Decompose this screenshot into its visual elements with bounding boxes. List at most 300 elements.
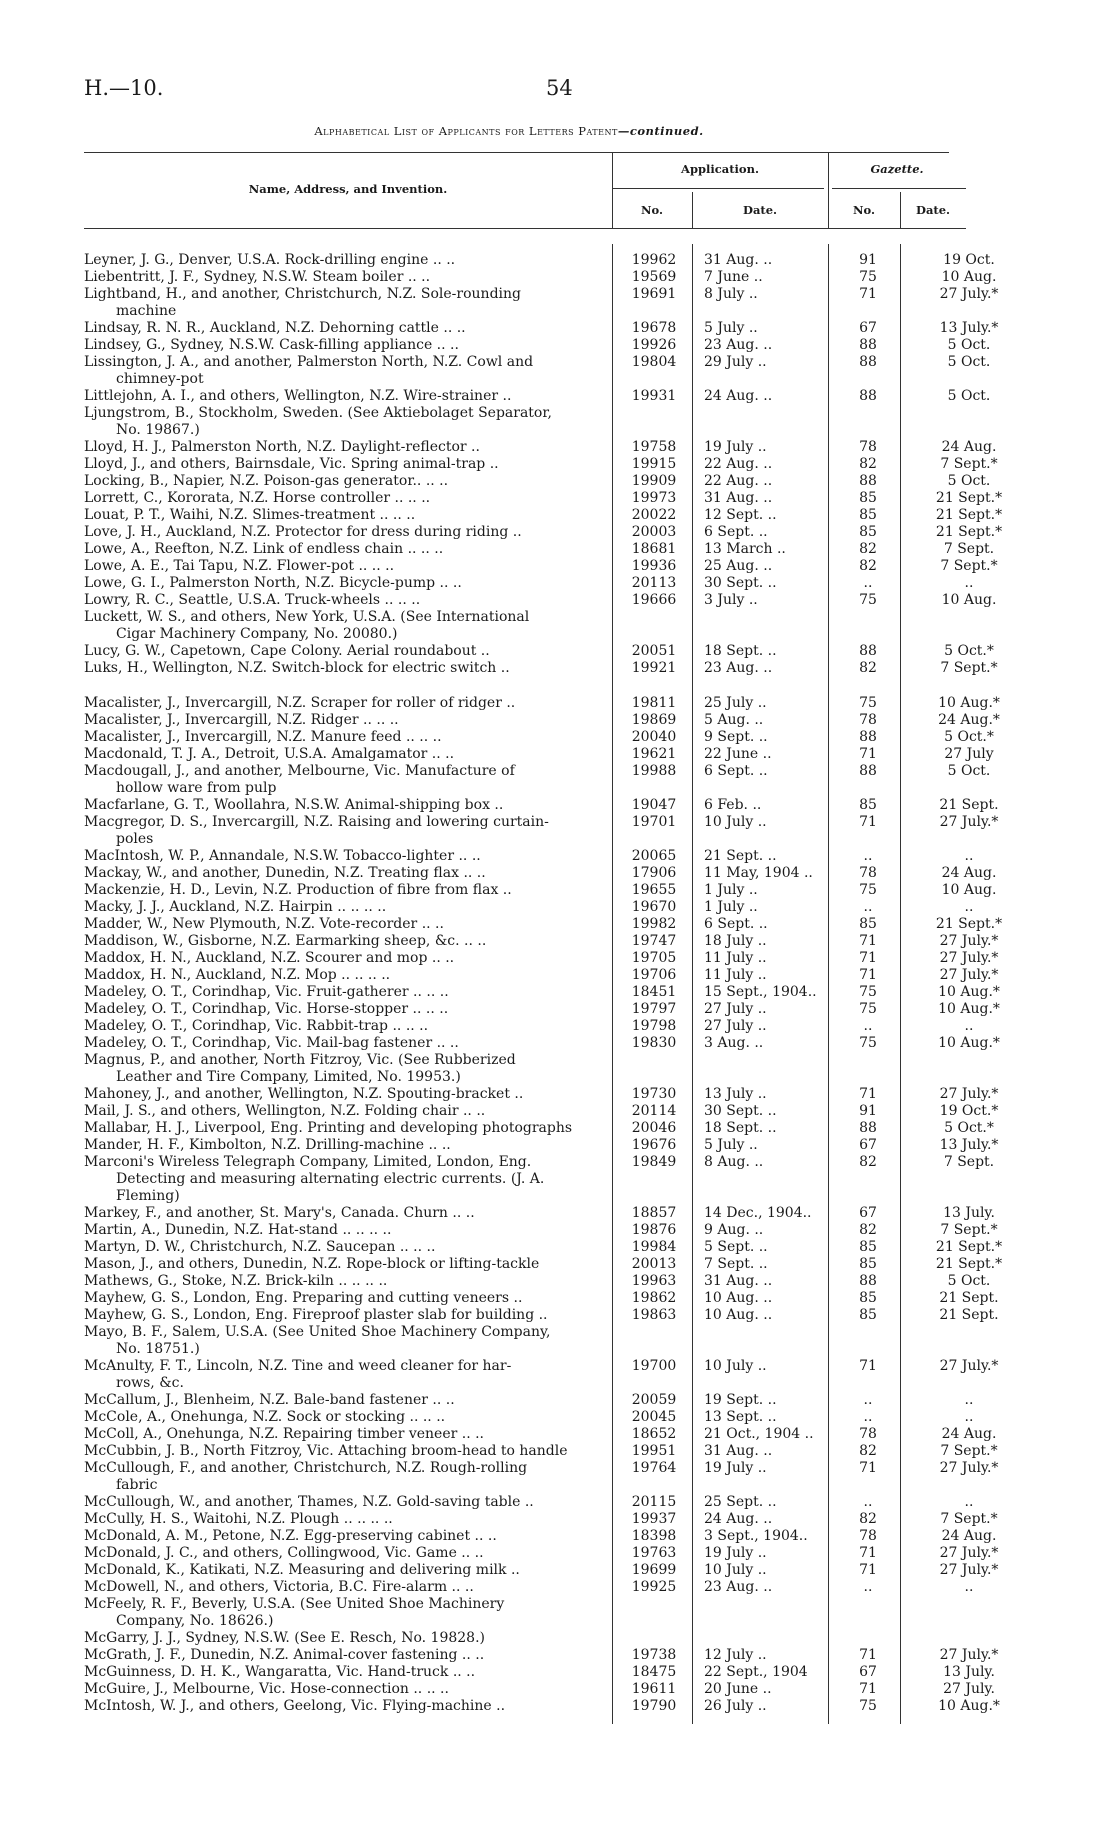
gazette-date: 21 Sept. (939, 1289, 999, 1306)
gazette-date: 19 Oct.* (939, 1102, 999, 1119)
application-number: 19915 (631, 456, 677, 472)
application-date: 8 July .. (704, 286, 758, 302)
table-row (84, 1137, 1034, 1154)
applicant-entry: Lucy, G. W., Capetown, Cape Colony. Aerial roundabout .. (84, 643, 490, 659)
application-date: 31 Aug. .. (704, 1272, 773, 1289)
table-row (84, 1239, 1034, 1256)
application-date: 1 July .. (704, 898, 758, 915)
application-date: 10 July .. (704, 1561, 767, 1578)
applicant-entry: McGuinness, D. H. K., Wangaratta, Vic. Hand-truck .. .. (84, 1663, 476, 1680)
application-number: 19962 (631, 252, 677, 268)
applicant-entry: Littlejohn, A. I., and others, Wellington, N.Z. Wire-strainer .. (84, 388, 512, 404)
gazette-date: 27 July.* (939, 813, 999, 830)
table-row (84, 439, 1034, 456)
applicant-entry: Madeley, O. T., Corindhap, Vic. Rabbit-trap .. .. .. (84, 1017, 429, 1034)
gazette-date: 5 Oct.* (944, 643, 994, 659)
gazette-date: .. (964, 1391, 974, 1408)
table-row (84, 916, 1034, 933)
applicant-entry: fabric (116, 1476, 158, 1493)
table-row (84, 609, 1034, 626)
applicant-entry: chimney-pot (116, 371, 204, 387)
applicant-entry: Mason, J., and others, Dunedin, N.Z. Rope-block or lifting-tackle (84, 1255, 540, 1272)
table-row (84, 1494, 1034, 1511)
application-date: 5 Aug. .. (704, 711, 764, 728)
applicant-entry: No. 19867.) (116, 422, 200, 438)
table-row (84, 1018, 1034, 1035)
application-number: 19676 (631, 1136, 677, 1153)
application-date: 23 Aug. .. (704, 1578, 773, 1595)
application-number: 20115 (631, 1493, 677, 1510)
application-number: 19738 (631, 1646, 677, 1663)
application-number: 19982 (631, 915, 677, 932)
gazette-number: 71 (859, 966, 877, 983)
applicant-entry: Lightband, H., and another, Christchurch, N.Z. Sole-rounding (84, 286, 521, 302)
column-header-app-date: Date. (742, 203, 778, 217)
gazette-date: 27 July.* (939, 1646, 999, 1663)
gazette-number: 71 (859, 1544, 877, 1561)
gazette-date: 21 Sept.* (935, 1238, 1003, 1255)
application-number: 18451 (631, 983, 677, 1000)
application-number: 20113 (631, 575, 677, 591)
document-reference: H.—10. (84, 76, 164, 100)
gazette-number: .. (863, 1493, 873, 1510)
table-row (84, 252, 1034, 269)
gazette-sub-rule (832, 188, 966, 189)
table-row (84, 1392, 1034, 1409)
applicant-entry: Leather and Tire Company, Limited, No. 19953.) (116, 1068, 461, 1085)
entry-continuation-line (84, 371, 1034, 388)
gazette-number: 71 (859, 1357, 877, 1374)
application-number: 19811 (631, 694, 677, 711)
application-date: 30 Sept. .. (704, 575, 777, 591)
applicant-entry: McCully, H. S., Waitohi, N.Z. Plough .. .. .. .. (84, 1510, 393, 1527)
gazette-date: 13 July. (943, 1663, 995, 1680)
gazette-number: 82 (859, 541, 877, 557)
application-number: 19797 (631, 1000, 677, 1017)
applicant-entry: MacIntosh, W. P., Annandale, N.S.W. Tobacco-lighter .. .. (84, 847, 481, 864)
gazette-date: 27 July.* (939, 949, 999, 966)
applicant-entry: Lowe, A. E., Tai Tapu, N.Z. Flower-pot .. .. .. (84, 558, 395, 574)
gazette-date: 21 Sept. (939, 796, 999, 813)
application-number: 19670 (631, 898, 677, 915)
applicant-entry: Madeley, O. T., Corindhap, Vic. Fruit-gatherer .. .. .. (84, 983, 449, 1000)
application-date: 23 Aug. .. (704, 660, 773, 676)
application-number: 20114 (631, 1102, 677, 1119)
gazette-date: 10 Aug. (941, 592, 997, 608)
gazette-number: 85 (859, 1255, 877, 1272)
gazette-date: 7 Sept.* (940, 558, 998, 574)
application-number: 19747 (631, 932, 677, 949)
application-number: 19951 (631, 1442, 677, 1459)
gazette-number: 78 (859, 864, 877, 881)
application-date: 22 Aug. .. (704, 473, 773, 489)
gazette-number: 67 (859, 1663, 877, 1680)
applicant-entry: Mahoney, J., and another, Wellington, N.Z. Spouting-bracket .. (84, 1085, 524, 1102)
applicant-entry: Macdonald, T. J. A., Detroit, U.S.A. Amalgamator .. .. (84, 745, 455, 762)
table-row (84, 1324, 1034, 1341)
gazette-number: 82 (859, 1221, 877, 1238)
application-date: 27 July .. (704, 1000, 767, 1017)
gazette-date: 21 Sept.* (935, 507, 1003, 523)
table-row (84, 712, 1034, 729)
table-row (84, 1103, 1034, 1120)
entry-continuation-line (84, 1375, 1034, 1392)
applicant-entry: Macky, J. J., Auckland, N.Z. Hairpin .. .. .. .. (84, 898, 387, 915)
application-number: 19804 (631, 354, 677, 370)
table-row (84, 1205, 1034, 1222)
gazette-number: 67 (859, 320, 877, 336)
application-date: 3 Sept., 1904.. (704, 1527, 808, 1544)
gazette-number: 67 (859, 1204, 877, 1221)
gazette-number: 88 (859, 388, 877, 404)
application-number: 19700 (631, 1357, 677, 1374)
applicant-entry: Company, No. 18626.) (116, 1612, 274, 1629)
applicant-entry: McFeely, R. F., Beverly, U.S.A. (See United Shoe Machinery (84, 1595, 505, 1612)
application-date: 15 Sept., 1904.. (704, 983, 817, 1000)
applicant-entry: Macalister, J., Invercargill, N.Z. Manure feed .. .. .. (84, 728, 442, 745)
application-date: 19 July .. (704, 1459, 767, 1476)
table-row (84, 746, 1034, 763)
applicant-entry: Lowe, G. I., Palmerston North, N.Z. Bicycle-pump .. .. (84, 575, 462, 591)
applicant-entry: Love, J. H., Auckland, N.Z. Protector for dress during riding .. (84, 524, 522, 540)
column-header-app-no: No. (641, 203, 663, 217)
application-number: 17906 (631, 864, 677, 881)
application-number: 19937 (631, 1510, 677, 1527)
table-row (84, 592, 1034, 609)
gazette-number: 82 (859, 1153, 877, 1170)
applicant-entry: Mackay, W., and another, Dunedin, N.Z. Treating flax .. .. (84, 864, 486, 881)
table-row (84, 1307, 1034, 1324)
table-row (84, 558, 1034, 575)
application-date: 25 Sept. .. (704, 1493, 777, 1510)
applicant-entry: Macalister, J., Invercargill, N.Z. Ridger .. .. .. (84, 711, 399, 728)
application-number: 19876 (631, 1221, 677, 1238)
application-date: 13 Sept. .. (704, 1408, 777, 1425)
entry-continuation-line (84, 1613, 1034, 1630)
gazette-number: 85 (859, 490, 877, 506)
application-number: 19666 (631, 592, 677, 608)
gazette-date: 7 Sept.* (940, 1510, 998, 1527)
entry-continuation-line (84, 1171, 1034, 1188)
applicant-entry: Marconi's Wireless Telegraph Company, Limited, London, Eng. (84, 1153, 532, 1170)
application-number: 20059 (631, 1391, 677, 1408)
gazette-number: 71 (859, 1680, 877, 1697)
gazette-number: 88 (859, 1119, 877, 1136)
gazette-number: 71 (859, 813, 877, 830)
application-number: 19730 (631, 1085, 677, 1102)
applicant-entry: McCole, A., Onehunga, N.Z. Sock or stocking .. .. .. (84, 1408, 446, 1425)
gazette-date: 27 July.* (939, 966, 999, 983)
gazette-number: 82 (859, 1442, 877, 1459)
gazette-number: .. (863, 575, 873, 591)
gazette-date: 21 Sept.* (935, 1255, 1003, 1272)
applicant-entry: Macgregor, D. S., Invercargill, N.Z. Raising and lowering curtain- (84, 813, 549, 830)
gazette-number: 88 (859, 728, 877, 745)
gazette-number: 78 (859, 1425, 877, 1442)
gazette-date: 5 Oct.* (944, 728, 994, 745)
gazette-number: 91 (859, 1102, 877, 1119)
application-date: 11 July .. (704, 966, 767, 983)
table-row (84, 848, 1034, 865)
application-number: 19569 (631, 269, 677, 285)
applicant-entry: McDonald, K., Katikati, N.Z. Measuring and delivering milk .. (84, 1561, 520, 1578)
application-date: 25 Aug. .. (704, 558, 773, 574)
column-header-application: Application. (681, 162, 759, 176)
application-date: 3 July .. (704, 592, 758, 608)
application-number: 19926 (631, 337, 677, 353)
table-row (84, 456, 1034, 473)
application-number: 20022 (631, 507, 677, 523)
gazette-number: 88 (859, 337, 877, 353)
applicant-entry: Mallabar, H. J., Liverpool, Eng. Printing and developing photographs (84, 1119, 573, 1136)
applicant-entry: Liebentritt, J. F., Sydney, N.S.W. Steam boiler .. .. (84, 269, 431, 285)
gazette-date: .. (964, 898, 974, 915)
applicant-entry: Mathews, G., Stoke, N.Z. Brick-kiln .. .. .. .. (84, 1272, 388, 1289)
applicant-entry: Markey, F., and another, St. Mary's, Canada. Churn .. .. (84, 1204, 475, 1221)
application-date: 22 Aug. .. (704, 456, 773, 472)
entry-continuation-line (84, 831, 1034, 848)
applicant-entry: Locking, B., Napier, N.Z. Poison-gas generator.. .. .. (84, 473, 449, 489)
gazette-number: 71 (859, 1646, 877, 1663)
gazette-number: 85 (859, 796, 877, 813)
application-date: 10 July .. (704, 1357, 767, 1374)
application-number: 19830 (631, 1034, 677, 1051)
page-title (84, 124, 934, 138)
gazette-number: 75 (859, 592, 877, 608)
applicant-entry: Macdougall, J., and another, Melbourne, Vic. Manufacture of (84, 762, 515, 779)
applicant-entry: Madeley, O. T., Corindhap, Vic. Mail-bag fastener .. .. (84, 1034, 459, 1051)
table-row (84, 1579, 1034, 1596)
application-date: 19 July .. (704, 1544, 767, 1561)
table-row (84, 967, 1034, 984)
table-row (84, 405, 1034, 422)
applicant-entry: McCubbin, J. B., North Fitzroy, Vic. Attaching broom-head to handle (84, 1442, 568, 1459)
gazette-date: 27 July. (943, 1680, 995, 1697)
applicant-entry: McCullough, F., and another, Christchurch, N.Z. Rough-rolling (84, 1459, 528, 1476)
gazette-number: 75 (859, 983, 877, 1000)
gazette-number: 71 (859, 1085, 877, 1102)
application-number: 19705 (631, 949, 677, 966)
application-number: 19764 (631, 1459, 677, 1476)
applicant-entry: Lloyd, J., and others, Bairnsdale, Vic. Spring animal-trap .. (84, 456, 499, 472)
application-number: 19678 (631, 320, 677, 336)
gazette-date: .. (964, 1578, 974, 1595)
applicant-entry: Macfarlane, G. T., Woollahra, N.S.W. Animal-shipping box .. (84, 796, 504, 813)
application-number: 18475 (631, 1663, 677, 1680)
application-date: 26 July .. (704, 1697, 767, 1714)
column-header-gaz-no: No. (853, 203, 875, 217)
table-row (84, 950, 1034, 967)
entry-continuation-line (84, 303, 1034, 320)
table-row (84, 882, 1034, 899)
gazette-number: 88 (859, 643, 877, 659)
application-date: 18 Sept. .. (704, 643, 777, 659)
table-row (84, 984, 1034, 1001)
application-number: 19869 (631, 711, 677, 728)
application-number: 19931 (631, 388, 677, 404)
gazette-number: .. (863, 1408, 873, 1425)
gazette-number: 71 (859, 932, 877, 949)
gazette-date: 27 July.* (939, 1561, 999, 1578)
gazette-number: .. (863, 1578, 873, 1595)
table-row (84, 1647, 1034, 1664)
application-number: 19798 (631, 1017, 677, 1034)
applicant-entry: McColl, A., Onehunga, N.Z. Repairing timber veneer .. .. (84, 1425, 485, 1442)
table-row (84, 763, 1034, 780)
table-row (84, 269, 1034, 286)
application-date: 11 July .. (704, 949, 767, 966)
application-date: 31 Aug. .. (704, 1442, 773, 1459)
entry-continuation-line (84, 422, 1034, 439)
applicant-entry: Lowe, A., Reefton, N.Z. Link of endless chain .. .. .. (84, 541, 444, 557)
gazette-date: 27 July.* (939, 1085, 999, 1102)
application-number: 20040 (631, 728, 677, 745)
gazette-number: .. (863, 847, 873, 864)
gazette-date: 7 Sept.* (940, 456, 998, 472)
entry-continuation-line (84, 1188, 1034, 1205)
entry-continuation-line (84, 1069, 1034, 1086)
table-row (84, 354, 1034, 371)
application-date: 18 Sept. .. (704, 1119, 777, 1136)
gazette-date: 27 July.* (939, 1357, 999, 1374)
gazette-date: 24 Aug. (941, 1527, 997, 1544)
gazette-date: 27 July.* (939, 1544, 999, 1561)
table-row (84, 575, 1034, 592)
application-date: 9 Sept. .. (704, 728, 768, 745)
gazette-date: .. (964, 1493, 974, 1510)
gazette-date: .. (964, 575, 974, 591)
gazette-date: 5 Oct. (947, 354, 991, 370)
application-date: 1 July .. (704, 881, 758, 898)
applicant-entry: Mayo, B. F., Salem, U.S.A. (See United Shoe Machinery Company, (84, 1323, 551, 1340)
applicant-entry: Martin, A., Dunedin, N.Z. Hat-stand .. .. .. .. (84, 1221, 392, 1238)
application-date: 22 Sept., 1904 (704, 1663, 808, 1680)
application-date: 5 July .. (704, 1136, 758, 1153)
table-row (84, 643, 1034, 660)
gazette-date: 27 July (944, 745, 994, 762)
table-row (84, 541, 1034, 558)
column-header-gaz-date: Date. (915, 203, 951, 217)
application-number: 20045 (631, 1408, 677, 1425)
applicant-entry: Martyn, D. W., Christchurch, N.Z. Saucepan .. .. .. (84, 1238, 436, 1255)
gazette-number: 75 (859, 881, 877, 898)
table-row (84, 1273, 1034, 1290)
application-date: 8 Aug. .. (704, 1153, 764, 1170)
application-number: 20051 (631, 643, 677, 659)
gazette-number: 75 (859, 1697, 877, 1714)
table-row (84, 1035, 1034, 1052)
application-date: 13 July .. (704, 1085, 767, 1102)
applicant-entry: McDonald, A. M., Petone, N.Z. Egg-preserving cabinet .. .. (84, 1527, 497, 1544)
gazette-date: 21 Sept.* (935, 524, 1003, 540)
table-header-bottom-rule (84, 228, 966, 229)
applicant-entry: Luks, H., Wellington, N.Z. Switch-block for electric switch .. (84, 660, 510, 676)
application-date: 19 Sept. .. (704, 1391, 777, 1408)
table-row (84, 1001, 1034, 1018)
applicant-entry: McCallum, J., Blenheim, N.Z. Bale-band fastener .. .. (84, 1391, 455, 1408)
applicant-entry: Detecting and measuring alternating electric currents. (J. A. (116, 1170, 545, 1187)
applicant-entry: Leyner, J. G., Denver, U.S.A. Rock-drilling engine .. .. (84, 252, 456, 268)
application-date: 23 Aug. .. (704, 337, 773, 353)
application-number: 19621 (631, 745, 677, 762)
application-number: 19925 (631, 1578, 677, 1595)
application-date: 29 July .. (704, 354, 767, 370)
entry-continuation-line (84, 780, 1034, 797)
gazette-date: .. (964, 1408, 974, 1425)
application-date: 30 Sept. .. (704, 1102, 777, 1119)
table-row (84, 1698, 1034, 1715)
application-date: 6 Sept. .. (704, 524, 768, 540)
gazette-number: 82 (859, 660, 877, 676)
application-date: 12 July .. (704, 1646, 767, 1663)
gazette-date: 21 Sept. (939, 1306, 999, 1323)
application-number: 20065 (631, 847, 677, 864)
gazette-number: 85 (859, 1289, 877, 1306)
gazette-number: .. (863, 898, 873, 915)
gazette-number: 78 (859, 439, 877, 455)
table-row (84, 1511, 1034, 1528)
applicant-entry: Madeley, O. T., Corindhap, Vic. Horse-stopper .. .. .. (84, 1000, 449, 1017)
table-row (84, 1545, 1034, 1562)
applicant-entry: Maddison, W., Gisborne, N.Z. Earmarking sheep, &c. .. .. (84, 932, 487, 949)
gazette-date: 24 Aug. (941, 439, 997, 455)
gazette-number: 82 (859, 456, 877, 472)
applicant-entry: Lorrett, C., Kororata, N.Z. Horse controller .. .. .. (84, 490, 431, 506)
table-row (84, 865, 1034, 882)
gazette-number: 91 (859, 252, 877, 268)
gazette-date: 5 Oct. (947, 762, 991, 779)
table-row (84, 1460, 1034, 1477)
application-date: 19 July .. (704, 439, 767, 455)
entry-continuation-line (84, 1341, 1034, 1358)
gazette-date: 5 Oct.* (944, 1119, 994, 1136)
application-number: 19936 (631, 558, 677, 574)
table-row (84, 1120, 1034, 1137)
gazette-date: 7 Sept. (943, 1153, 995, 1170)
application-date: 14 Dec., 1904.. (704, 1204, 812, 1221)
gazette-date: 21 Sept.* (935, 915, 1003, 932)
gazette-number: 75 (859, 694, 877, 711)
gazette-number: 85 (859, 1306, 877, 1323)
gazette-date: 24 Aug. (941, 1425, 997, 1442)
gazette-date: 19 Oct. (943, 252, 995, 268)
gazette-number: .. (863, 1017, 873, 1034)
applicant-entry: McGarry, J. J., Sydney, N.S.W. (See E. Resch, No. 19828.) (84, 1629, 485, 1646)
title-continued: —continued. (617, 124, 704, 138)
table-top-rule (84, 152, 949, 153)
gazette-date: 10 Aug.* (938, 1000, 1000, 1017)
applicant-entry: Mander, H. F., Kimbolton, N.Z. Drilling-machine .. .. (84, 1136, 451, 1153)
application-date: 11 May, 1904 .. (704, 864, 813, 881)
application-number: 20003 (631, 524, 677, 540)
table-row (84, 507, 1034, 524)
gazette-date: 21 Sept.* (935, 490, 1003, 506)
application-date: 10 Aug. .. (704, 1289, 773, 1306)
applicant-entry: No. 18751.) (116, 1340, 200, 1357)
gazette-date: 27 July.* (939, 1459, 999, 1476)
table-row (84, 1596, 1034, 1613)
applicant-entry: machine (116, 303, 177, 319)
application-date: 10 July .. (704, 813, 767, 830)
table-row (84, 1426, 1034, 1443)
applicant-entry: poles (116, 830, 154, 847)
application-date: 3 Aug. .. (704, 1034, 764, 1051)
application-date: 25 July .. (704, 694, 767, 711)
table-row (84, 899, 1034, 916)
page-number: 54 (546, 76, 573, 100)
table-row (84, 1630, 1034, 1647)
applicant-entry: Mayhew, G. S., London, Eng. Fireproof plaster slab for building .. (84, 1306, 548, 1323)
